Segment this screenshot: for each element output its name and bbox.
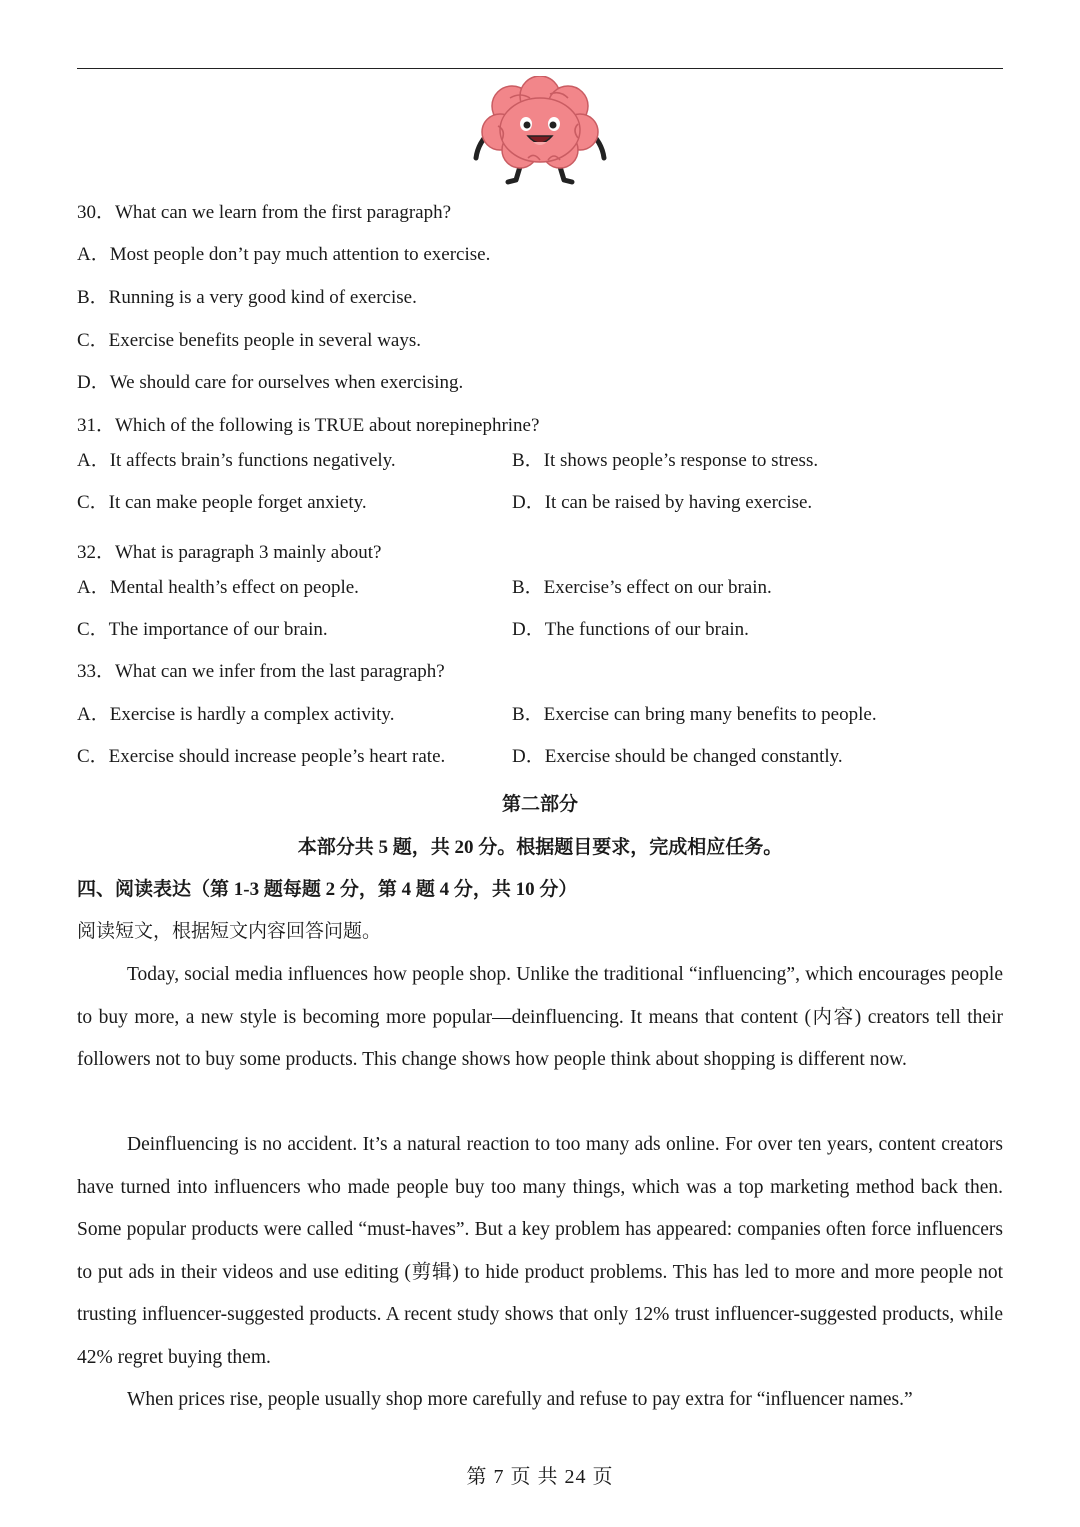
passage-paragraph-1-text: Today, social media influences how people shop. Unlike the traditional “influencing”, which encourages people to buy more, a new style is becoming more popular—deinfluencing. It means that content (内容) creators tell their followers not to buy some products. This change shows how people think about shopping is different now. xyxy=(77,964,1003,1070)
question-33-stem: 33．What can we infer from the last paragraph? xyxy=(77,661,445,682)
page-number-footer: 第 7 页 共 24 页 xyxy=(466,1466,614,1488)
section-title: 第二部分 xyxy=(501,794,578,815)
question-31-option-b: B．It shows people’s response to stress. xyxy=(512,450,819,471)
question-32-option-a: A．Mental health’s effect on people. xyxy=(77,577,359,598)
question-30-option-a: A．Most people don’t pay much attention to exercise. xyxy=(77,244,491,265)
question-33-option-d: D．Exercise should be changed constantly. xyxy=(512,746,843,767)
section-subtitle: 本部分共 5 题，共 20 分。根据题目要求，完成相应任务。 xyxy=(297,837,783,858)
section-instruction: 阅读短文，根据短文内容回答问题。 xyxy=(77,921,382,942)
question-32-stem: 32．What is paragraph 3 mainly about? xyxy=(77,542,382,563)
question-33-option-a: A．Exercise is hardly a complex activity. xyxy=(77,704,395,725)
question-31-option-c: C．It can make people forget anxiety. xyxy=(77,492,367,513)
header-rule xyxy=(77,68,1003,69)
passage-paragraph-3 xyxy=(77,1379,1003,1422)
question-31-option-d: D．It can be raised by having exercise. xyxy=(512,492,813,513)
question-32-option-d: D．The functions of our brain. xyxy=(512,619,749,640)
question-30-stem: 30．What can we learn from the first paragraph? xyxy=(77,202,452,223)
question-33-option-c: C．Exercise should increase people’s heart rate. xyxy=(77,746,446,767)
question-30-option-b: B．Running is a very good kind of exercise. xyxy=(77,287,417,308)
question-32-option-b: B．Exercise’s effect on our brain. xyxy=(512,577,772,598)
question-31-option-a: A．It affects brain’s functions negatively. xyxy=(77,450,396,471)
question-31-stem: 31．Which of the following is TRUE about norepinephrine? xyxy=(77,415,540,436)
question-32-option-c: C．The importance of our brain. xyxy=(77,619,328,640)
brain-mascot-illustration xyxy=(470,76,610,192)
question-30-option-c: C．Exercise benefits people in several ways. xyxy=(77,330,421,351)
passage-paragraph-2-text: Deinfluencing is no accident. It’s a natural reaction to too many ads online. For over ten years, content creators have turned into influencers who made people buy too many things, which was a top marketing method back then. Some popular products were called “must-haves”. But a key problem has appeared: companies often force influencers to put ads in their videos and use editing (剪辑) to hide product problems. This has led to more and more people not trusting influencer-suggested products. A recent study shows that only 12% trust influencer-suggested products, while 42% regret buying them. xyxy=(77,1134,1003,1368)
section-heading: 四、阅读表达（第 1-3 题每题 2 分，第 4 题 4 分，共 10 分） xyxy=(77,879,578,900)
passage-paragraph-1 xyxy=(77,954,1003,1082)
question-33-option-b: B．Exercise can bring many benefits to people. xyxy=(512,704,877,725)
passage-paragraph-3-text: When prices rise, people usually shop more carefully and refuse to pay extra for “influencer names.” xyxy=(127,1389,913,1410)
question-30-option-d: D．We should care for ourselves when exercising. xyxy=(77,372,464,393)
passage-paragraph-2 xyxy=(77,1124,1003,1379)
